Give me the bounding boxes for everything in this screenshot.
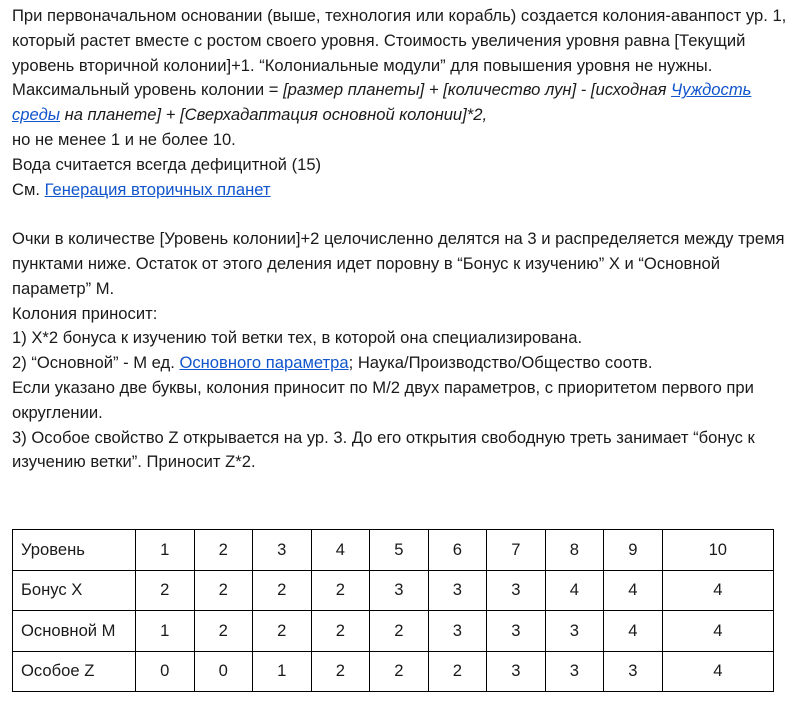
table-cell: 3 — [253, 530, 312, 571]
table-cell: 1 — [253, 651, 312, 692]
colony-level-table — [12, 529, 774, 692]
table-row — [13, 530, 774, 571]
max-level-formula-b: на планете] + [Сверхадаптация основной колонии]*2, — [59, 105, 488, 125]
paragraph-yield-special: 3) Особое свойство Z открывается на ур. 3. До его открытия свободную треть занимает “бонус к изучению ветки”. Приносит Z*2. — [12, 427, 755, 472]
max-level-prefix: Максимальный уровень колонии = — [12, 80, 284, 100]
table-cell: 2 — [194, 530, 253, 571]
see-also-prefix: См. — [12, 179, 45, 199]
table-cell: 3 — [545, 651, 604, 692]
table-cell: 2 — [253, 570, 312, 611]
table-cell: 0 — [194, 651, 253, 692]
table-cell: 2 — [253, 611, 312, 652]
table-cell: 4 — [311, 530, 370, 571]
paragraph-max-level — [12, 78, 792, 128]
paragraph-level-limits: но не менее 1 и не более 10. — [12, 129, 236, 149]
table-cell: 3 — [428, 611, 487, 652]
table-cell: 2 — [370, 611, 429, 652]
table-cell: 3 — [487, 651, 546, 692]
paragraph-initial-founding: При первоначальном основании (выше, технология или корабль) создается колония-аванпост ур. 1, который растет вместе с ростом своего уровня. Стоимость увеличения уровня равна [Текущий уровень вторичной колонии]+1. “Колониальные модули” для повышения уровня не нужны. — [12, 6, 787, 75]
paragraph-two-letters: Если указано две буквы, колония приносит по M/2 двух параметров, с приоритетом первого при округлении. — [12, 377, 754, 422]
table-cell: 4 — [662, 651, 773, 692]
yield-main-prefix: 2) “Основной” - M ед. — [12, 353, 180, 373]
table-cell: 3 — [370, 570, 429, 611]
table-cell: 1 — [136, 611, 195, 652]
paragraph-yield-main — [12, 351, 792, 376]
table-row — [13, 570, 774, 611]
table-cell: 4 — [662, 570, 773, 611]
table-row-label: Основной M — [13, 611, 136, 652]
table-cell: 2 — [194, 611, 253, 652]
table-cell: 3 — [604, 651, 663, 692]
paragraph-yield-research: 1) X*2 бонуса к изучению той ветки тех, в которой она специализирована. — [12, 328, 583, 348]
table-row — [13, 651, 774, 692]
table-cell: 4 — [545, 570, 604, 611]
max-level-formula-a: [размер планеты] + [количество лун] - [исходная — [283, 80, 672, 100]
table-row-label: Особое Z — [13, 651, 136, 692]
link-main-parameter[interactable]: Основного параметра — [179, 353, 349, 373]
table-cell: 3 — [545, 611, 604, 652]
table-cell: 8 — [545, 530, 604, 571]
table-cell: 7 — [487, 530, 546, 571]
table-row — [13, 611, 774, 652]
table-cell: 2 — [370, 651, 429, 692]
paragraph-spacer — [12, 202, 792, 227]
table-cell: 4 — [662, 611, 773, 652]
table-cell: 5 — [370, 530, 429, 571]
table-cell: 3 — [487, 611, 546, 652]
table-cell: 10 — [662, 530, 773, 571]
table-cell: 3 — [428, 570, 487, 611]
link-secondary-planets[interactable]: Генерация вторичных планет — [44, 179, 271, 199]
paragraph-see-also — [12, 178, 792, 203]
table-cell: 2 — [194, 570, 253, 611]
document-body — [12, 4, 792, 475]
table-cell: 6 — [428, 530, 487, 571]
table-cell: 4 — [604, 611, 663, 652]
table-row-label: Уровень — [13, 530, 136, 571]
paragraph-water: Вода считается всегда дефицитной (15) — [12, 154, 322, 174]
table-cell: 4 — [604, 570, 663, 611]
table-cell: 9 — [604, 530, 663, 571]
yield-main-suffix: ; Наука/Производство/Общество соотв. — [348, 353, 653, 373]
table-cell: 0 — [136, 651, 195, 692]
table-cell: 2 — [136, 570, 195, 611]
table-cell: 2 — [311, 651, 370, 692]
table-cell: 2 — [311, 611, 370, 652]
paragraph-points-distribution: Очки в количестве [Уровень колонии]+2 целочисленно делятся на 3 и распределяется между тремя пунктами ниже. Остаток от этого деления идет поровну в “Бонус к изучению” X и “Основной параметр” M. — [12, 229, 785, 298]
table-cell: 2 — [428, 651, 487, 692]
colony-level-table-body — [13, 530, 774, 692]
table-cell: 3 — [487, 570, 546, 611]
paragraph-colony-yields: Колония приносит: — [12, 303, 158, 323]
link-alien-environment[interactable]: Чуждость среды — [12, 80, 752, 125]
table-row-label: Бонус X — [13, 570, 136, 611]
table-cell: 2 — [311, 570, 370, 611]
table-cell: 1 — [136, 530, 195, 571]
